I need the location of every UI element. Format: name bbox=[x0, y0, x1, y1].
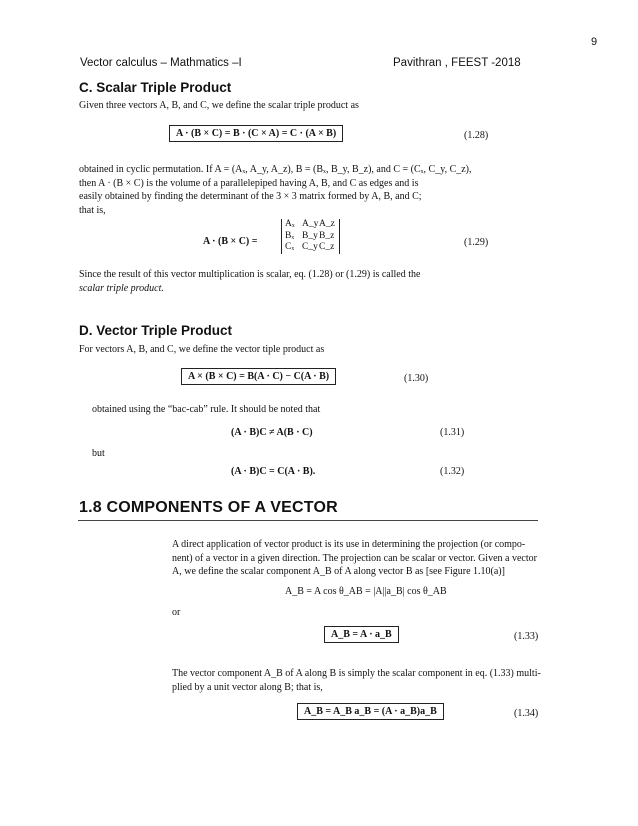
det-row-c: Cₓ C_yC_z bbox=[285, 242, 335, 252]
section-1-8-paragraph-2: The vector component A_B of A along B is simply the scalar component in eq. (1.33) multi- plied by a unit vector along B; that is, bbox=[172, 668, 541, 693]
equation-number-1-29: (1.29) bbox=[464, 237, 489, 248]
section-c-paragraph: obtained in cyclic permutation. If A = (Aₓ, A_y, A_z), B = (Bₓ, B_y, B_z), and C = (Cₓ, C_y, C_z), then A · (B × C) is the volume of a parallelepiped having A, B, and C as edges and is easily obtained by finding the determinant of the 3 × 3 matrix formed by A, B, and C; that is, bbox=[79, 164, 472, 216]
equation-scalar-component: A_B = A cos θ_AB = |A||a_B| cos θ_AB bbox=[285, 586, 447, 597]
section-d-title: D. Vector Triple Product bbox=[79, 323, 233, 338]
det-row-b: Bₓ B_yB_z bbox=[285, 230, 335, 241]
section-divider bbox=[78, 520, 538, 521]
section-1-8-title: 1.8 COMPONENTS OF A VECTOR bbox=[79, 499, 338, 516]
header-right: Pavithran , FEEST -2018 bbox=[393, 57, 521, 69]
equation-1-32: (A · B)C = C(A · B). bbox=[231, 466, 316, 477]
section-d-bac-cab: obtained using the “bac-cab” rule. It should be noted that bbox=[92, 404, 321, 415]
section-1-8-or: or bbox=[172, 607, 181, 618]
equation-1-34: A_B = A_B a_B = (A · a_B)a_B bbox=[297, 703, 444, 720]
page-number: 9 bbox=[591, 36, 598, 48]
section-c-since: Since the result of this vector multiplication is scalar, eq. (1.28) or (1.29) is called the scalar triple product. bbox=[79, 269, 421, 294]
det-row-a: Aₓ A_yA_z bbox=[285, 219, 335, 229]
equation-number-1-33: (1.33) bbox=[514, 631, 539, 642]
determinant-3x3 bbox=[281, 219, 340, 254]
equation-number-1-32: (1.32) bbox=[440, 466, 465, 477]
section-c-intro: Given three vectors A, B, and C, we define the scalar triple product as bbox=[79, 100, 359, 111]
equation-number-1-30: (1.30) bbox=[404, 373, 429, 384]
equation-1-28: A · (B × C) = B · (C × A) = C · (A × B) bbox=[169, 125, 343, 142]
section-d-intro: For vectors A, B, and C, we define the vector tiple product as bbox=[79, 344, 325, 355]
equation-1-33: A_B = A · a_B bbox=[324, 626, 399, 643]
equation-1-30: A × (B × C) = B(A · C) − C(A · B) bbox=[181, 368, 336, 385]
section-d-but: but bbox=[92, 448, 105, 459]
equation-1-29-lhs: A · (B × C) = bbox=[203, 236, 258, 247]
equation-1-31: (A · B)C ≠ A(B · C) bbox=[231, 427, 313, 438]
equation-number-1-31: (1.31) bbox=[440, 427, 465, 438]
header-left: Vector calculus – Mathmatics –I bbox=[80, 57, 242, 69]
section-c-title: C. Scalar Triple Product bbox=[79, 80, 232, 95]
equation-number-1-28: (1.28) bbox=[464, 130, 489, 141]
section-1-8-paragraph-1: A direct application of vector product is its use in determining the projection (or compo- nent) of a vector in a given direction. The projection can be scalar or vector. Given a vector A, we define the scalar component A_B of A along vector B as [see Figure 1.10(a)] bbox=[172, 539, 537, 578]
equation-number-1-34: (1.34) bbox=[514, 708, 539, 719]
